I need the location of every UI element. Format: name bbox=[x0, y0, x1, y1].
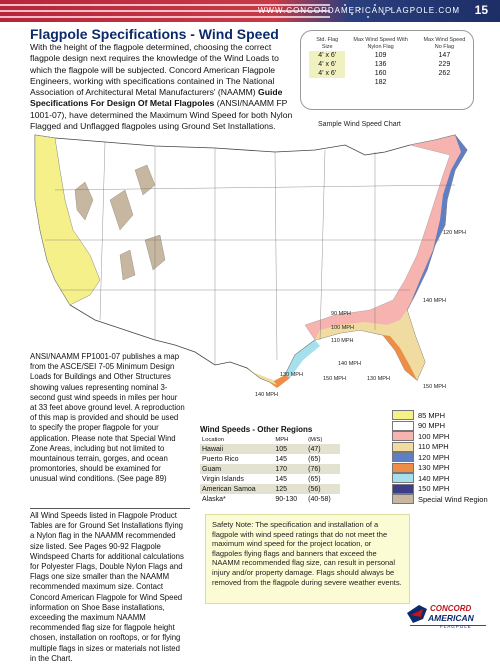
table-row bbox=[309, 51, 473, 60]
map-label-140: 140 MPH bbox=[423, 298, 446, 304]
sample-cell: 262 bbox=[438, 70, 451, 77]
table-row bbox=[200, 454, 340, 464]
legend-swatch bbox=[392, 421, 414, 431]
legend-label: 150 MPH bbox=[418, 484, 450, 494]
sample-cell: 4' x 6' bbox=[309, 69, 345, 78]
sample-cell: 160 bbox=[374, 70, 387, 77]
region-cell: 145 bbox=[275, 475, 288, 483]
divider bbox=[30, 508, 190, 509]
region-cell: Alaska* bbox=[202, 495, 226, 503]
legend-item bbox=[392, 421, 492, 432]
region-cell: (47) bbox=[306, 444, 340, 454]
map-label-140-gulf: 140 MPH bbox=[338, 361, 361, 367]
map-label-100: 100 MPH bbox=[331, 325, 354, 331]
region-cell: Puerto Rico bbox=[202, 455, 239, 463]
page-number: 15 bbox=[474, 3, 488, 17]
legend-swatch bbox=[392, 473, 414, 483]
map-label-150-fl: 150 MPH bbox=[423, 384, 446, 390]
legend-swatch bbox=[392, 494, 414, 504]
map-label-150-gulf: 150 MPH bbox=[323, 376, 346, 382]
region-cell: (65) bbox=[308, 455, 321, 463]
legend-label: 110 MPH bbox=[418, 442, 449, 452]
legend-swatch bbox=[392, 452, 414, 462]
map-label-90: 90 MPH bbox=[331, 311, 351, 317]
legend-item bbox=[392, 442, 492, 453]
logo-text-flagpole: FLAGPOLE bbox=[440, 624, 472, 629]
table-row bbox=[309, 60, 473, 69]
legend-item bbox=[392, 484, 492, 495]
legend-item bbox=[392, 463, 492, 474]
region-cell: 125 bbox=[273, 484, 306, 494]
region-cell: Guam bbox=[200, 464, 273, 474]
other-regions-title: Wind Speeds - Other Regions bbox=[200, 425, 313, 434]
sample-header-size: Std. Flag Size bbox=[316, 37, 339, 50]
map-label-130-east: 130 MPH bbox=[367, 376, 390, 382]
other-regions-grid bbox=[200, 436, 340, 504]
table-row bbox=[309, 78, 473, 87]
legend-label: Special Wind Region bbox=[418, 494, 488, 504]
legend-label: 100 MPH bbox=[418, 431, 450, 441]
col-mph: MPH bbox=[275, 437, 289, 443]
logo-text-american: AMERICAN bbox=[428, 613, 474, 623]
region-cell: Virgin Islands bbox=[202, 475, 244, 483]
legend-item bbox=[392, 494, 492, 505]
region-cell: (40-58) bbox=[308, 495, 331, 503]
intro-text-2: (ANSI/NAAMM FP 1001-07), have determined the Maximum Wind Speed for both Nylon Flagged and Unflagged flagpoles using Ground Set Installations. bbox=[30, 98, 293, 132]
map-label-140-tx: 140 MPH bbox=[255, 392, 278, 398]
map-label-120: 120 MPH bbox=[443, 230, 466, 236]
region-cell: American Samoa bbox=[200, 484, 273, 494]
map-description: ANSI/NAAMM FP1001-07 publishes a map from the ASCE/SEI 7-05 Minimum Design Loads for Buildings and Other Structures showing values representing nominal 3-second gust wind speeds in miles per hour at 33 feet above ground level. A reproduction of this map is provided and should be used to specify the proper flagpole for your application. Please note that Special Wind Zone Areas, including but not limited to mountainous terrain, gorges, and ocean promontories, should be examined for unusual wind conditions. (See page 89) bbox=[30, 352, 185, 484]
legend-item bbox=[392, 452, 492, 463]
wind-speed-notes: All Wind Speeds listed in Flagpole Product Tables are for Ground Set Installations flying a Nylon flag in the NAAMM recommended size listed. See Pages 90-92 Flagpole Windspeed Charts for additional calculations for Polyester Flags, Double Nylon Flags and Flags one size smaller than the NAAMM recommended maximum size. Contact Concord American Flagpole for Wind Speed information on Shoe Base installations, exceeding the maximum NAAMM recommended flag size for flagpole height chosen, installation on rooftops, or for flying multiple flags in sizes or materials not listed in the Chart. bbox=[30, 511, 184, 663]
region-cell: 145 bbox=[275, 455, 288, 463]
sample-chart-table bbox=[309, 37, 473, 87]
sample-cell bbox=[416, 78, 473, 87]
sample-cell: 4' x 6' bbox=[309, 60, 345, 69]
region-cell: (76) bbox=[306, 464, 340, 474]
legend-swatch bbox=[392, 410, 414, 420]
legend-label: 120 MPH bbox=[418, 452, 450, 462]
legend-item bbox=[392, 410, 492, 421]
intro-bold-text: Guide Specifications For Design Of Metal Flagpoles bbox=[30, 87, 283, 109]
sample-cell: 229 bbox=[438, 61, 451, 68]
region-cell: 90-130 bbox=[275, 495, 298, 503]
col-ms: (M/S) bbox=[308, 437, 323, 443]
legend-item bbox=[392, 473, 492, 484]
table-row bbox=[200, 444, 340, 454]
sample-wind-speed-chart bbox=[300, 30, 474, 110]
site-url[interactable]: WWW.CONCORDAMERICANFLAGPOLE.COM bbox=[257, 6, 460, 15]
region-cell: Hawaii bbox=[200, 444, 273, 454]
sample-cell: 4' x 6' bbox=[309, 51, 345, 60]
sample-cell: 136 bbox=[374, 61, 387, 68]
legend-label: 140 MPH bbox=[418, 473, 450, 483]
intro-text-1: With the height of the flagpole determined, choosing the correct flagpole design next requires the knowledge of the Wind Loads to which the flagpole will be subjected. Concord American Flagpole Engineers, working with specifications contained in The National Association of Architectural Metal Manufacturers' (NAAMM) bbox=[30, 42, 279, 98]
sample-cell: 147 bbox=[438, 52, 451, 59]
region-cell: (56) bbox=[306, 484, 340, 494]
safety-note: Safety Note: The specification and installation of a flagpole with wind speed ratings that do not meet the maximum wind speed for the project location, or flagpoles flying flags and banners that exceed the NAAMM recommended flag size, can result in personal injury and/or property damage. Flags should always be removed from the flagpole during severe weather events. bbox=[205, 514, 410, 604]
sample-cell: 109 bbox=[374, 52, 387, 59]
legend-label: 130 MPH bbox=[418, 463, 450, 473]
sample-header-noflag: Max Wind Speed No Flag bbox=[423, 37, 466, 50]
other-regions-table bbox=[200, 425, 340, 504]
table-row bbox=[309, 69, 473, 78]
map-label-110: 110 MPH bbox=[331, 338, 354, 344]
region-cell: 170 bbox=[273, 464, 306, 474]
col-location: Location bbox=[202, 437, 224, 443]
map-legend bbox=[392, 410, 492, 505]
table-row bbox=[200, 494, 340, 504]
sample-chart-caption: Sample Wind Speed Chart bbox=[318, 121, 401, 128]
legend-swatch bbox=[392, 431, 414, 441]
table-row bbox=[200, 484, 340, 494]
legend-swatch bbox=[392, 442, 414, 452]
legend-swatch bbox=[392, 484, 414, 494]
sample-header-flag: Max Wind Speed With Nylon Flag bbox=[353, 37, 408, 50]
legend-swatch bbox=[392, 463, 414, 473]
header-banner bbox=[0, 0, 500, 22]
legend-label: 90 MPH bbox=[418, 421, 446, 431]
table-row bbox=[200, 474, 340, 484]
table-row bbox=[200, 464, 340, 474]
region-cell: 105 bbox=[273, 444, 306, 454]
region-cell: (65) bbox=[308, 475, 321, 483]
legend-item bbox=[392, 431, 492, 442]
logo-text-concord: CONCORD bbox=[430, 604, 472, 613]
sample-cell: 182 bbox=[374, 79, 387, 86]
legend-label: 85 MPH bbox=[418, 410, 446, 420]
map-label-130-west: 130 MPH bbox=[280, 372, 303, 378]
page-title: Flagpole Specifications - Wind Speed bbox=[30, 26, 279, 42]
intro-paragraph bbox=[30, 42, 300, 132]
sample-cell bbox=[309, 78, 345, 87]
